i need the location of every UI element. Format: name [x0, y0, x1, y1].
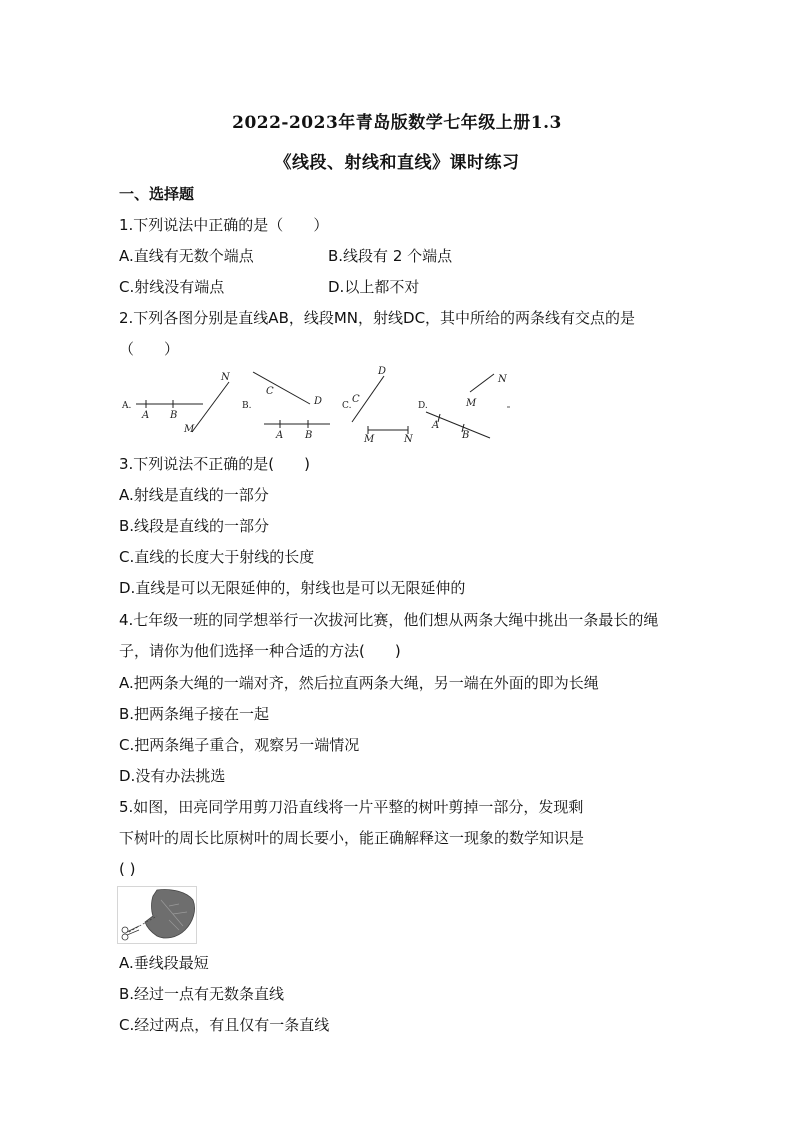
- q2-stem: 2.下列各图分别是直线AB，线段MN，射线DC，其中所给的两条线有交点的是: [119, 309, 636, 327]
- q2-figure-c-label: C.: [342, 401, 352, 411]
- point-c-label: C: [266, 386, 274, 397]
- q3-option-b: B.线段是直线的一部分: [119, 517, 270, 535]
- q2-figure-d-label: D.: [418, 401, 428, 411]
- q4-option-a: A.把两条大绳的一端对齐，然后拉直两条大绳，另一端在外面的即为长绳: [119, 674, 599, 692]
- q3-stem: 3.下列说法不正确的是( ): [119, 455, 311, 473]
- ray-dc: [253, 372, 310, 404]
- q2-figure-d: [418, 374, 510, 441]
- point-m-label: M: [364, 434, 375, 445]
- q1-option-c: C.射线没有端点: [119, 278, 225, 296]
- q1-option-b: B.线段有 2 个端点: [328, 247, 453, 265]
- q2-figure-a-label: A.: [122, 401, 132, 411]
- leaf-scissors-image: [117, 886, 197, 944]
- q2-figure-b-label: B.: [242, 401, 252, 411]
- q4-option-c: C.把两条绳子重合，观察另一端情况: [119, 736, 360, 754]
- leaf-icon: [145, 889, 195, 938]
- segment-mn: [192, 382, 229, 432]
- q4-option-d: D.没有办法挑选: [119, 767, 226, 785]
- q5-option-b: B.经过一点有无数条直线: [119, 985, 285, 1003]
- point-m-label: M: [466, 398, 477, 409]
- segment-mn: [470, 374, 494, 392]
- q2-figure-b: [242, 372, 330, 441]
- q5-option-a: A.垂线段最短: [119, 954, 209, 972]
- point-b-label: B: [305, 430, 313, 441]
- point-a-label: A: [276, 430, 284, 441]
- q2-figure-c: [342, 366, 414, 445]
- point-d-label: D: [314, 396, 323, 407]
- point-b-label: B: [170, 410, 178, 421]
- q3-option-d: D.直线是可以无限延伸的，射线也是可以无限延伸的: [119, 579, 466, 597]
- point-m-label: M: [184, 424, 195, 435]
- q4-stem: 4.七年级一班的同学想举行一次拔河比赛，他们想从两条大绳中挑出一条最长的绳: [119, 611, 659, 629]
- point-a-label: A: [142, 410, 150, 421]
- q2-figure-a: [121, 372, 231, 435]
- q5-stem: 5.如图，田亮同学用剪刀沿直线将一片平整的树叶剪掉一部分，发现剩: [119, 798, 584, 816]
- q4-stem-continued: 子，请你为他们选择一种合适的方法( ): [119, 642, 401, 660]
- point-n-label: N: [498, 374, 507, 385]
- q1-option-a: A.直线有无数个端点: [119, 247, 254, 265]
- q1-stem: 1.下列说法中正确的是（ ）: [119, 216, 329, 234]
- q1-option-d: D.以上都不对: [328, 278, 420, 296]
- q4-option-b: B.把两条绳子接在一起: [119, 705, 270, 723]
- point-n-label: N: [221, 372, 230, 383]
- point-b-label: B: [462, 430, 470, 441]
- point-a-label: A: [432, 420, 440, 431]
- title-line-1: 2022-2023年青岛版数学七年级上册1.3: [232, 113, 562, 133]
- point-d-label: D: [378, 366, 387, 377]
- q2-stem-continued: （ ）: [119, 340, 180, 358]
- q3-option-a: A.射线是直线的一部分: [119, 486, 269, 504]
- point-n-label: N: [404, 434, 413, 445]
- q5-stem-continued-2: ( ): [119, 860, 136, 878]
- section-heading: 一、选择题: [119, 185, 195, 203]
- title-line-2: 《线段、射线和直线》课时练习: [274, 153, 520, 173]
- q5-stem-continued: 下树叶的周长比原树叶的周长要小，能正确解释这一现象的数学知识是: [119, 829, 585, 847]
- q3-option-c: C.直线的长度大于射线的长度: [119, 548, 315, 566]
- q2-figure: [118, 366, 518, 448]
- q5-option-c: C.经过两点，有且仅有一条直线: [119, 1016, 330, 1034]
- point-c-label: C: [352, 394, 360, 405]
